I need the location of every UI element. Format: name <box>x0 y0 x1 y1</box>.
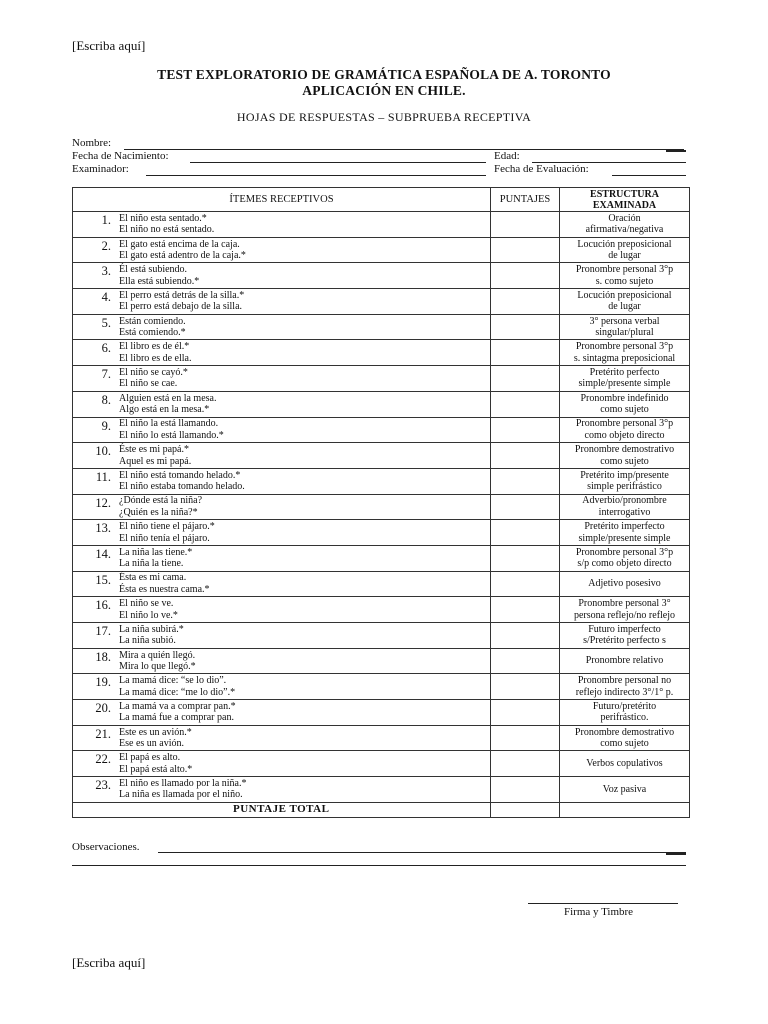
nombre-field[interactable] <box>124 149 684 150</box>
fecha-evaluacion-field[interactable] <box>612 175 686 176</box>
structure-line2: simple perifrástico <box>587 481 662 493</box>
item-option-b[interactable]: Mira lo que llegó.* <box>119 661 196 673</box>
item-option-a[interactable]: La niña las tiene.* <box>119 546 193 558</box>
item-option-a[interactable]: El perro está detrás de la silla.* <box>119 289 245 301</box>
item-number: 3. <box>101 264 111 279</box>
table-row <box>73 520 690 546</box>
item-number: 16. <box>95 598 111 613</box>
item-option-b[interactable]: El perro está debajo de la silla. <box>119 301 243 313</box>
item-option-a[interactable]: ¿Dónde está la niña? <box>119 495 203 507</box>
structure-line1: Pronombre personal 3°p <box>575 264 674 276</box>
item-option-a[interactable]: La mamá dice: “se lo dio”. <box>119 675 227 687</box>
item-option-a[interactable]: El niño tiene el pájaro.* <box>119 521 215 533</box>
observaciones-field-line2[interactable] <box>72 865 686 866</box>
structure-line1: Pronombre demostrativo <box>574 444 675 456</box>
table-row <box>73 597 690 623</box>
table-row <box>73 545 690 571</box>
item-number: 7. <box>101 367 111 382</box>
structure-line2: s. sintagma preposicional <box>573 352 676 364</box>
item-number: 8. <box>101 392 111 407</box>
item-cell <box>73 674 491 700</box>
item-option-a[interactable]: El niño está tomando helado.* <box>119 469 241 481</box>
column-header-estructura-line1: ESTRUCTURA <box>590 188 659 200</box>
nombre-label: Nombre: <box>72 137 112 149</box>
score-cell[interactable] <box>491 443 560 469</box>
score-cell[interactable] <box>491 340 560 366</box>
item-cell <box>73 417 491 443</box>
score-cell[interactable] <box>491 751 560 777</box>
structure-line2: simple/presente simple <box>578 532 671 544</box>
item-option-a[interactable]: El gato está encima de la caja. <box>119 238 240 250</box>
item-cell <box>73 468 491 494</box>
structure-line1: Futuro/pretérito <box>592 700 657 712</box>
score-cell[interactable] <box>491 520 560 546</box>
fecha-nacimiento-label: Fecha de Nacimiento: <box>72 150 169 162</box>
structure-cell <box>560 623 690 649</box>
structure-cell <box>560 237 690 263</box>
structure-line1: Pronombre personal 3°p <box>575 418 674 430</box>
structure-line1: Locución preposicional <box>577 238 672 250</box>
item-option-a[interactable]: Ésta es mi cama. <box>119 572 187 584</box>
score-cell[interactable] <box>491 366 560 392</box>
observaciones-field[interactable] <box>158 852 686 853</box>
structure-cell <box>560 725 690 751</box>
item-option-a[interactable]: El niño esta sentado.* <box>119 212 207 224</box>
observaciones-label: Observaciones. <box>72 841 140 853</box>
structure-cell <box>560 700 690 726</box>
item-option-b[interactable]: Está comiendo.* <box>119 327 186 339</box>
score-cell[interactable] <box>491 674 560 700</box>
item-option-b[interactable]: El niño tenía el pájaro. <box>119 532 210 544</box>
structure-line1: Pronombre personal 3°p <box>575 341 674 353</box>
item-number: 18. <box>95 649 111 664</box>
score-cell[interactable] <box>491 777 560 803</box>
structure-line2: afirmativa/negativa <box>585 224 664 236</box>
score-cell[interactable] <box>491 417 560 443</box>
structure-line1: Pretérito perfecto <box>589 366 660 378</box>
item-option-a[interactable]: Él está subiendo. <box>119 264 188 276</box>
fecha-nacimiento-field[interactable] <box>190 162 486 163</box>
total-score-cell[interactable] <box>491 802 560 817</box>
structure-line1: Pronombre personal 3° <box>578 598 671 610</box>
structure-cell <box>560 674 690 700</box>
structure-cell <box>560 597 690 623</box>
structure-line2: como sujeto <box>600 455 649 467</box>
item-option-b[interactable]: Ese es un avión. <box>119 738 184 750</box>
item-cell <box>73 494 491 520</box>
structure-cell <box>560 443 690 469</box>
table-row <box>73 494 690 520</box>
item-option-a[interactable]: Alguien está en la mesa. <box>119 392 217 404</box>
table-row <box>73 725 690 751</box>
score-cell[interactable] <box>491 494 560 520</box>
item-option-b[interactable]: La niña la tiene. <box>119 558 184 570</box>
item-cell <box>73 289 491 315</box>
table-row <box>73 366 690 392</box>
structure-line2: como objeto directo <box>584 429 665 441</box>
item-number: 17. <box>95 624 111 638</box>
structure-cell <box>560 571 690 597</box>
structure-line2: s. como sujeto <box>595 275 654 287</box>
score-cell[interactable] <box>491 623 560 649</box>
item-number: 22. <box>95 752 111 767</box>
table-row <box>73 571 690 597</box>
item-cell <box>73 777 491 803</box>
table-row <box>73 700 690 726</box>
item-number: 11. <box>95 469 111 484</box>
item-option-a[interactable]: El papá es alto. <box>119 752 181 764</box>
item-number: 19. <box>95 675 111 690</box>
document-title: TEST EXPLORATORIO DE GRAMÁTICA ESPAÑOLA DE A. TORONTO <box>157 67 611 82</box>
item-cell <box>73 237 491 263</box>
table-row <box>73 237 690 263</box>
signature-line[interactable] <box>528 903 678 904</box>
table-row <box>73 417 690 443</box>
structure-line1: Verbos copulativos <box>586 758 663 770</box>
item-cell <box>73 340 491 366</box>
column-header-estructura-line2: EXAMINADA <box>592 199 657 211</box>
structure-cell <box>560 468 690 494</box>
item-number: 9. <box>101 418 111 433</box>
total-label: PUNTAJE TOTAL <box>73 802 491 817</box>
structure-line2: persona reflejo/no reflejo <box>573 609 676 621</box>
item-number: 14. <box>95 546 111 561</box>
structure-line1: Pronombre indefinido <box>580 392 669 404</box>
structure-line1: Pronombre personal 3°p <box>575 546 674 558</box>
structure-line1: Voz pasiva <box>602 783 647 795</box>
column-header-estructura <box>560 188 690 212</box>
score-cell[interactable] <box>491 545 560 571</box>
item-cell <box>73 314 491 340</box>
structure-line2: como sujeto <box>600 738 649 750</box>
item-option-b[interactable]: El papá está alto.* <box>119 763 193 775</box>
structure-line2: interrogativo <box>598 506 651 518</box>
fecha-evaluacion-label: Fecha de Evaluación: <box>494 163 589 175</box>
structure-cell <box>560 289 690 315</box>
item-cell <box>73 545 491 571</box>
item-cell <box>73 366 491 392</box>
structure-cell <box>560 777 690 803</box>
score-cell[interactable] <box>491 289 560 315</box>
nombre-field-end <box>666 150 686 152</box>
item-option-b[interactable]: Ésta es nuestra cama.* <box>119 583 210 595</box>
item-option-b[interactable]: Ella está subiendo.* <box>119 275 200 287</box>
examinador-field[interactable] <box>146 175 486 176</box>
score-cell[interactable] <box>491 648 560 674</box>
structure-line1: Pronombre relativo <box>585 655 664 667</box>
item-number: 21. <box>95 726 111 741</box>
item-option-b[interactable]: La niña es llamada por el niño. <box>119 789 243 801</box>
item-option-a[interactable]: Mira a quién llegó. <box>119 649 196 661</box>
score-cell[interactable] <box>491 314 560 340</box>
structure-line1: Adverbio/pronombre <box>582 495 667 507</box>
items-table <box>72 187 690 818</box>
structure-line1: 3° persona verbal <box>589 315 660 327</box>
table-row <box>73 314 690 340</box>
item-cell <box>73 391 491 417</box>
structure-line2: s/p como objeto directo <box>577 558 672 570</box>
structure-line2: perifrástico. <box>600 712 649 724</box>
structure-line1: Futuro imperfecto <box>588 623 661 635</box>
structure-line2: reflejo indirecto 3°/1° p. <box>575 686 674 698</box>
item-option-a[interactable]: La mamá va a comprar pan.* <box>119 700 236 712</box>
item-cell <box>73 263 491 289</box>
structure-line2: como sujeto <box>600 404 649 416</box>
item-option-b[interactable]: El gato está adentro de la caja.* <box>119 250 246 262</box>
structure-line1: Pretérito imperfecto <box>584 521 665 533</box>
structure-line1: Locución preposicional <box>577 289 672 301</box>
footer-placeholder: [Escriba aquí] <box>72 955 146 970</box>
structure-line2: simple/presente simple <box>578 378 671 390</box>
item-option-a[interactable]: El niño es llamado por la niña.* <box>119 777 247 789</box>
structure-cell <box>560 648 690 674</box>
column-header-items: ÍTEMES RECEPTIVOS <box>73 188 491 212</box>
item-option-b[interactable]: La niña subió. <box>119 635 176 647</box>
structure-line1: Adjetivo posesivo <box>588 578 661 590</box>
score-cell[interactable] <box>491 571 560 597</box>
structure-cell <box>560 314 690 340</box>
structure-line2: de lugar <box>608 250 641 262</box>
structure-cell <box>560 263 690 289</box>
table-row <box>73 777 690 803</box>
table-row <box>73 623 690 649</box>
item-number: 23. <box>95 778 111 793</box>
item-cell <box>73 725 491 751</box>
item-number: 15. <box>95 572 111 587</box>
score-cell[interactable] <box>491 263 560 289</box>
item-option-b[interactable]: El niño estaba tomando helado. <box>119 481 245 493</box>
item-cell <box>73 751 491 777</box>
item-option-a[interactable]: El niño se cayó.* <box>119 366 188 378</box>
item-number: 12. <box>95 495 111 510</box>
score-cell[interactable] <box>491 597 560 623</box>
table-row <box>73 263 690 289</box>
item-option-b[interactable]: El niño lo está llamando.* <box>119 429 224 441</box>
table-row <box>73 751 690 777</box>
structure-cell <box>560 212 690 238</box>
total-empty-cell <box>560 802 690 817</box>
item-option-b[interactable]: La mamá fue a comprar pan. <box>119 712 234 724</box>
observaciones-field-end <box>666 853 686 855</box>
item-cell <box>73 520 491 546</box>
structure-line2: singular/plural <box>595 327 654 339</box>
item-cell <box>73 443 491 469</box>
table-row <box>73 468 690 494</box>
table-row <box>73 212 690 238</box>
item-option-a[interactable]: Están comiendo. <box>119 315 186 327</box>
structure-line1: Oración <box>608 212 641 224</box>
table-row <box>73 289 690 315</box>
item-number: 20. <box>95 701 111 716</box>
table-row <box>73 340 690 366</box>
examinador-label: Examinador: <box>72 163 129 175</box>
table-row <box>73 443 690 469</box>
structure-cell <box>560 545 690 571</box>
item-cell <box>73 623 491 649</box>
item-cell <box>73 597 491 623</box>
table-row <box>73 391 690 417</box>
item-option-a[interactable]: El niño la está llamando. <box>119 418 219 430</box>
structure-cell <box>560 520 690 546</box>
structure-cell <box>560 391 690 417</box>
structure-line1: Pretérito imp/presente <box>580 469 669 481</box>
item-cell <box>73 648 491 674</box>
score-cell[interactable] <box>491 468 560 494</box>
table-row <box>73 674 690 700</box>
item-number: 2. <box>101 238 111 253</box>
item-option-a[interactable]: El libro es de él.* <box>119 341 190 353</box>
structure-line2: de lugar <box>608 301 641 313</box>
item-option-b[interactable]: El niño se cae. <box>119 378 178 390</box>
item-number: 10. <box>95 444 111 459</box>
score-cell[interactable] <box>491 391 560 417</box>
document-subtitle: HOJAS DE RESPUESTAS – SUBPRUEBA RECEPTIVA <box>236 110 532 124</box>
item-option-a[interactable]: El niño se ve. <box>119 598 174 610</box>
structure-cell <box>560 751 690 777</box>
structure-cell <box>560 494 690 520</box>
structure-cell <box>560 417 690 443</box>
score-cell[interactable] <box>491 725 560 751</box>
item-option-a[interactable]: Este es un avión.* <box>119 726 192 738</box>
column-header-puntajes: PUNTAJES <box>491 188 560 212</box>
item-cell <box>73 571 491 597</box>
item-cell <box>73 700 491 726</box>
structure-line1: Pronombre personal no <box>577 675 672 687</box>
structure-line1: Pronombre demostrativo <box>574 726 675 738</box>
table-row <box>73 648 690 674</box>
item-option-a[interactable]: La niña subirá.* <box>119 623 184 635</box>
item-cell <box>73 212 491 238</box>
structure-cell <box>560 366 690 392</box>
document-title-line2: APLICACIÓN EN CHILE. <box>302 83 466 98</box>
item-option-b[interactable]: El libro es de ella. <box>119 352 192 364</box>
item-option-a[interactable]: Éste es mi papá.* <box>119 444 189 456</box>
item-option-b[interactable]: El niño no está sentado. <box>119 224 215 236</box>
item-option-b[interactable]: ¿Quién es la niña?* <box>119 506 198 518</box>
score-cell[interactable] <box>491 212 560 238</box>
item-option-b[interactable]: La mamá dice: “me lo dio”.* <box>119 686 236 698</box>
edad-label: Edad: <box>494 150 520 162</box>
score-cell[interactable] <box>491 700 560 726</box>
item-number: 6. <box>101 341 111 356</box>
item-number: 13. <box>95 521 111 536</box>
item-option-b[interactable]: Aquel es mi papá. <box>119 455 192 467</box>
firma-label: Firma y Timbre <box>564 906 634 918</box>
structure-line2: s/Pretérito perfecto s <box>583 635 666 647</box>
header-placeholder: [Escriba aquí] <box>72 38 146 53</box>
item-number: 5. <box>101 315 111 330</box>
item-number: 1. <box>101 213 111 227</box>
item-number: 4. <box>101 290 111 305</box>
structure-cell <box>560 340 690 366</box>
item-option-b[interactable]: Algo está en la mesa.* <box>119 404 210 416</box>
score-cell[interactable] <box>491 237 560 263</box>
item-option-b[interactable]: El niño lo ve.* <box>119 609 178 621</box>
